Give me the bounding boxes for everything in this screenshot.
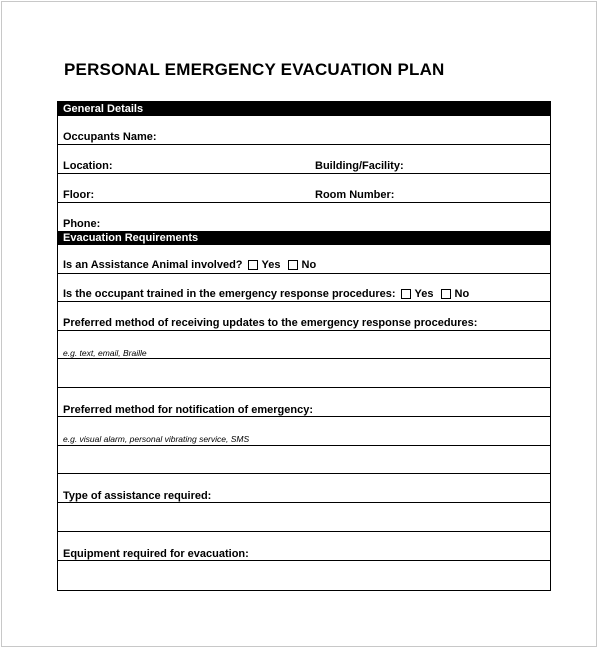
occupant-trained-question xyxy=(63,288,469,300)
row-phone[interactable] xyxy=(58,203,550,231)
building-facility-label: Building/Facility: xyxy=(315,160,404,172)
occupant-trained-label: Is the occupant trained in the emergency response procedures: xyxy=(63,288,396,300)
trained-no-checkbox[interactable] xyxy=(441,289,451,299)
row-assistance-animal xyxy=(58,245,550,274)
section-header-general: General Details xyxy=(58,102,550,116)
row-equipment-question xyxy=(58,532,550,561)
animal-yes-label: Yes xyxy=(261,259,281,271)
animal-no-label: No xyxy=(301,259,317,271)
row-equipment-answer[interactable] xyxy=(58,561,550,590)
notification-method-label: Preferred method for notification of emergency: xyxy=(63,404,313,416)
animal-no-checkbox[interactable] xyxy=(288,260,298,270)
animal-no-option[interactable] xyxy=(288,259,317,271)
row-occupants-name[interactable] xyxy=(58,116,550,145)
trained-no-option[interactable] xyxy=(441,288,470,300)
animal-yes-checkbox[interactable] xyxy=(248,260,258,270)
notification-method-hint: e.g. visual alarm, personal vibrating service, SMS xyxy=(63,434,250,444)
row-location[interactable] xyxy=(58,145,550,174)
phone-label: Phone: xyxy=(63,218,101,230)
row-assistance-question xyxy=(58,474,550,503)
updates-method-hint: e.g. text, email, Braille xyxy=(63,348,147,358)
trained-yes-option[interactable] xyxy=(401,288,434,300)
row-notification-question xyxy=(58,388,550,417)
assistance-animal-label: Is an Assistance Animal involved? xyxy=(63,259,243,271)
trained-yes-checkbox[interactable] xyxy=(401,289,411,299)
trained-no-label: No xyxy=(454,288,470,300)
equipment-label: Equipment required for evacuation: xyxy=(63,548,249,560)
page-title: PERSONAL EMERGENCY EVACUATION PLAN xyxy=(64,60,445,79)
location-label: Location: xyxy=(63,160,113,172)
trained-yes-label: Yes xyxy=(414,288,434,300)
row-updates-answer[interactable] xyxy=(58,331,550,359)
assistance-type-label: Type of assistance required: xyxy=(63,490,212,502)
updates-method-label: Preferred method of receiving updates to the emergency response procedures: xyxy=(63,317,478,329)
row-notification-answer[interactable] xyxy=(58,417,550,446)
row-floor[interactable] xyxy=(58,174,550,203)
row-occupant-trained xyxy=(58,274,550,302)
row-assistance-answer[interactable] xyxy=(58,503,550,532)
row-notification-answer-extra[interactable] xyxy=(58,446,550,474)
row-updates-answer-extra[interactable] xyxy=(58,359,550,388)
section-header-evacuation: Evacuation Requirements xyxy=(58,231,550,245)
animal-yes-option[interactable] xyxy=(248,259,281,271)
document-page xyxy=(1,1,597,647)
floor-label: Floor: xyxy=(63,189,95,201)
evacuation-form xyxy=(57,101,551,591)
occupants-name-label: Occupants Name: xyxy=(63,131,157,143)
assistance-animal-question xyxy=(63,259,316,271)
room-number-label: Room Number: xyxy=(315,189,395,201)
row-updates-question xyxy=(58,302,550,331)
